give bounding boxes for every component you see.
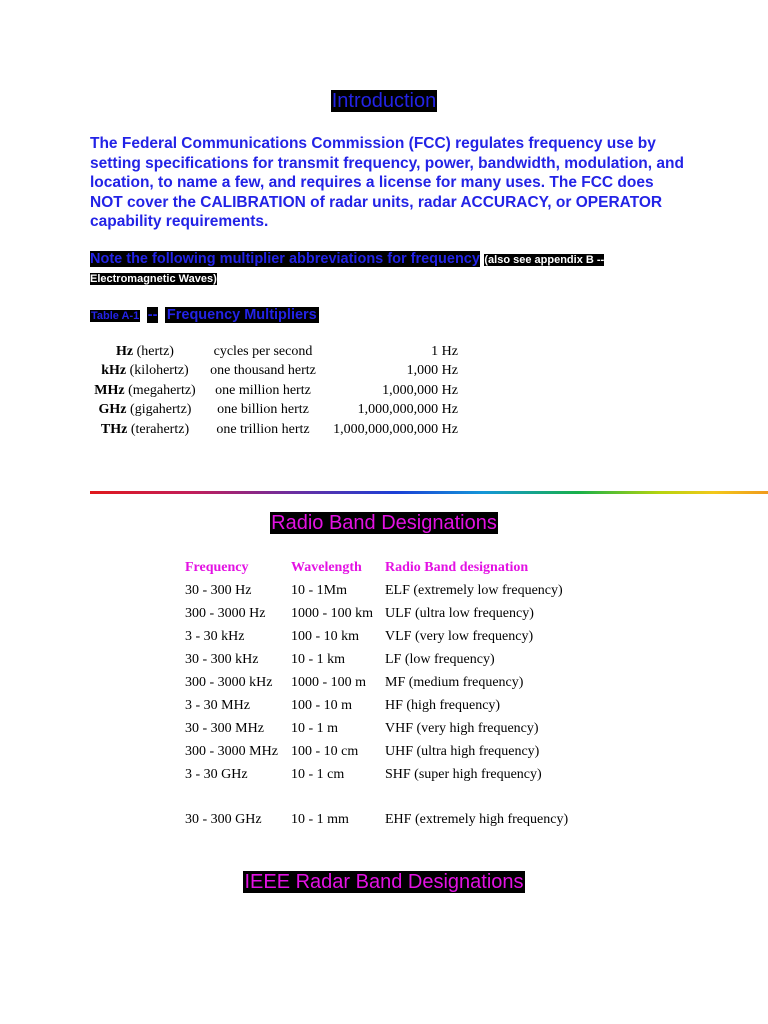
band-wavelength: 10 - 1 km [291,651,346,667]
multiplier-abbr: MHz [94,382,125,398]
radio-band-row [185,786,585,830]
multiplier-value: 1 Hz [431,343,458,359]
multiplier-row [90,420,458,440]
radio-heading-wrap [0,512,768,535]
band-wavelength: 10 - 1Mm [291,582,347,598]
band-wavelength: 1000 - 100 km [291,605,374,621]
multiplier-name: (gigahertz) [130,402,192,418]
note-main-text: Note the following multiplier abbreviations for frequency [90,251,480,267]
band-designation: SHF (super high frequency) [385,766,542,782]
multiplier-unit-cell [90,362,200,382]
band-frequency: 30 - 300 GHz [185,812,262,827]
band-frequency: 30 - 300 Hz [185,582,252,598]
intro-paragraph: The Federal Communications Commission (FCC) regulates frequency use by setting specifications for transmit frequency, power, bandwidth, modulation, and location, to name a few, and requires a license for many uses. The FCC does NOT cover the CALIBRATION of radar units, radar ACCURACY, or OPERATOR capability requirements. [90,135,684,231]
radio-band-row [185,763,585,786]
multiplier-abbr: Hz [116,343,134,359]
multiplier-row [90,401,458,421]
multiplier-description: cycles per second [213,343,313,359]
multiplier-description: one billion hertz [217,402,309,418]
band-frequency: 30 - 300 kHz [185,651,259,667]
band-frequency: 3 - 30 GHz [185,766,248,782]
multiplier-unit-cell [90,342,200,362]
multiplier-value: 1,000 Hz [406,363,458,379]
band-designation: EHF (extremely high frequency) [385,812,569,827]
band-designation: UHF (ultra high frequency) [385,743,540,759]
band-frequency: 30 - 300 MHz [185,720,264,736]
note-appendix-reference: (also see appendix B -- Electromagnetic Waves) [90,254,605,285]
multiplier-row [90,381,458,401]
ieee-radar-band-heading: IEEE Radar Band Designations [244,871,524,893]
band-frequency: 3 - 30 kHz [185,628,245,644]
band-wavelength: 100 - 10 cm [291,743,359,759]
band-designation: HF (high frequency) [385,697,501,713]
band-designation: VHF (very high frequency) [385,720,539,736]
band-designation: VLF (very low frequency) [385,628,534,644]
wavelength-column-header: Wavelength [291,559,362,575]
band-designation: ELF (extremely low frequency) [385,582,563,598]
radio-band-row [185,602,585,625]
multiplier-row [90,342,458,362]
band-wavelength: 10 - 1 m [291,720,339,736]
band-designation: ULF (ultra low frequency) [385,605,534,621]
multiplier-abbr: kHz [101,363,127,379]
band-wavelength: 100 - 10 m [291,697,353,713]
band-wavelength: 10 - 1 mm [291,812,349,827]
table-a1-label: Table A-1 [91,310,140,322]
band-wavelength: 10 - 1 cm [291,766,345,782]
frequency-column-header: Frequency [185,559,249,575]
designation-column-header: Radio Band designation [385,559,529,575]
radio-band-row [185,648,585,671]
multiplier-name: (megahertz) [128,382,196,398]
rainbow-divider [90,491,768,494]
table-a1-dash: -- [147,307,158,323]
band-frequency: 300 - 3000 kHz [185,674,273,690]
multiplier-abbr: THz [100,421,128,437]
band-frequency: 3 - 30 MHz [185,697,250,713]
radio-band-row [185,579,585,602]
multiplier-unit-cell [90,401,200,421]
radio-band-table [185,556,585,830]
radio-band-row [185,671,585,694]
multiplier-name: (kilohertz) [129,363,189,379]
table-a1-title: Frequency Multipliers [166,307,317,323]
multiplier-value: 1,000,000,000,000 Hz [333,421,458,437]
multiplier-description: one trillion hertz [216,421,310,437]
radio-band-row [185,694,585,717]
multiplier-description: one thousand hertz [210,363,316,379]
introduction-heading: Introduction [331,90,437,112]
table-a1-caption [90,306,319,324]
multiplier-value: 1,000,000 Hz [382,382,458,398]
multiplier-value: 1,000,000,000 Hz [357,402,458,418]
multiplier-row [90,362,458,382]
radio-band-row [185,740,585,763]
multiplier-name: (terahertz) [130,421,190,437]
radio-band-row [185,625,585,648]
multiplier-unit-cell [90,420,200,440]
multiplier-note [90,250,690,288]
multiplier-unit-cell [90,381,200,401]
frequency-multipliers-table [90,342,458,440]
multiplier-name: (hertz) [136,343,174,359]
multiplier-abbr: GHz [98,402,127,418]
radio-band-heading: Radio Band Designations [271,512,497,534]
band-wavelength: 100 - 10 km [291,628,360,644]
band-wavelength: 1000 - 100 m [291,674,367,690]
radio-band-header-row [185,556,585,579]
ieee-heading-wrap [0,871,768,894]
band-designation: LF (low frequency) [385,651,495,667]
band-frequency: 300 - 3000 Hz [185,605,266,621]
radio-band-row [185,717,585,740]
band-frequency: 300 - 3000 MHz [185,743,278,759]
multiplier-description: one million hertz [215,382,311,398]
band-designation: MF (medium frequency) [385,674,524,690]
introduction-heading-wrap [0,90,768,113]
